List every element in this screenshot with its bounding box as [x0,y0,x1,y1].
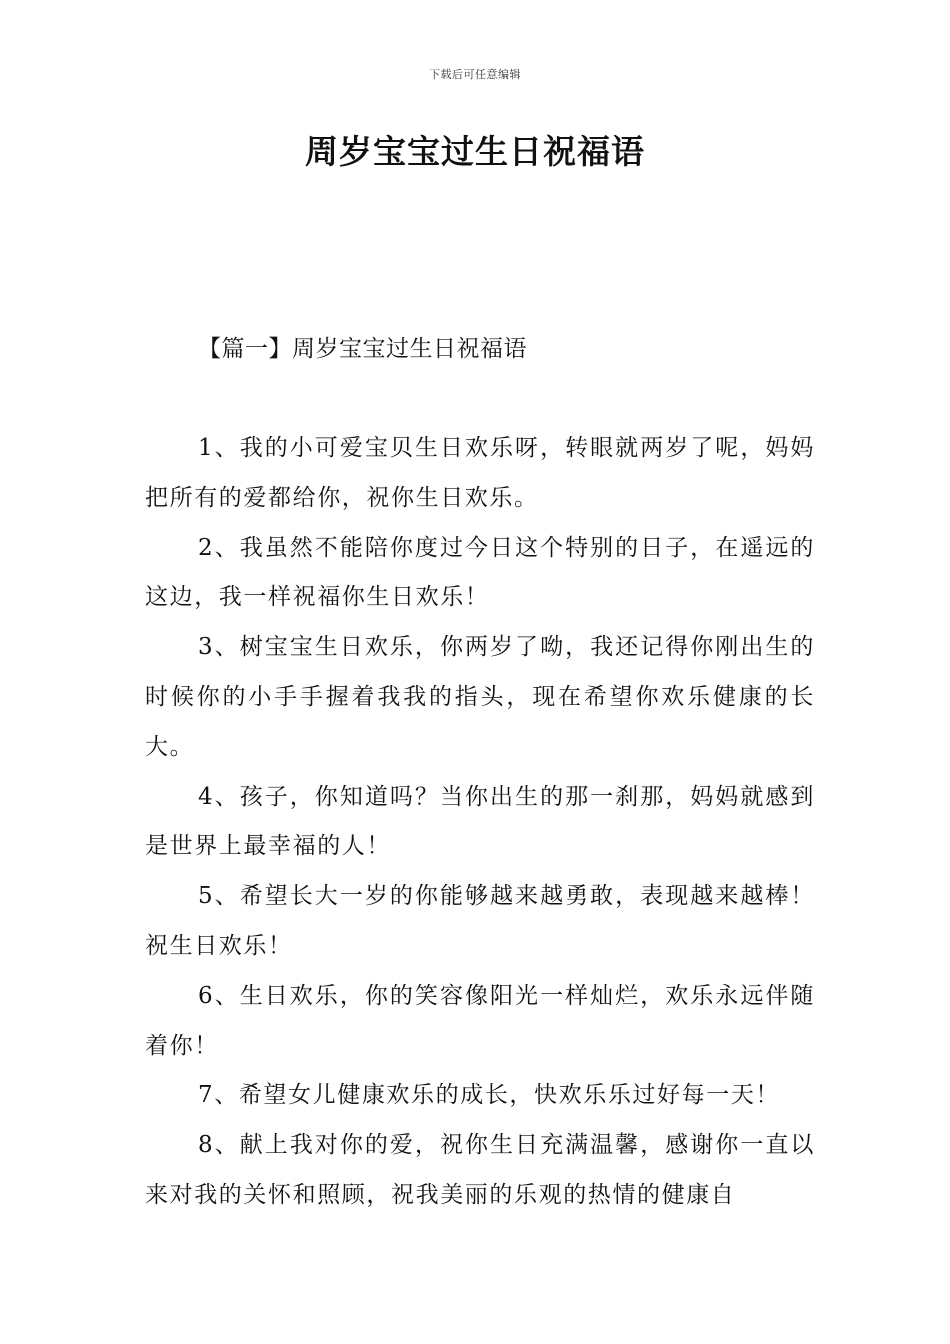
wish-paragraph-7: 7、希望女儿健康欢乐的成长，快欢乐乐过好每一天！ [198,1082,781,1109]
wish-paragraph-6: 6、生日欢乐，你的笑容像阳光一样灿烂，欢乐永远伴随着你！ [145,982,815,1059]
wish-paragraph-3: 3、树宝宝生日欢乐，你两岁了呦，我还记得你刚出生的时候你的小手手握着我我的指头，现在希望你欢乐健康的长大。 [145,634,815,760]
document-body [145,424,815,1221]
header-note: 下载后可任意编辑 [429,68,521,81]
wish-paragraph-5: 5、希望长大一岁的你能够越来越勇敢，表现越来越棒！祝生日欢乐！ [145,883,815,959]
wish-paragraph-1: 1、我的小可爱宝贝生日欢乐呀，转眼就两岁了呢，妈妈把所有的爱都给你，祝你生日欢乐。 [145,435,815,511]
wish-paragraph-8: 8、献上我对你的爱，祝你生日充满温馨，感谢你一直以来对我的关怀和照顾，祝我美丽的乐观的热情的健康自 [145,1132,815,1208]
section-heading: 【篇一】周岁宝宝过生日祝福语 [198,336,527,362]
document-title: 周岁宝宝过生日祝福语 [305,132,645,171]
wish-paragraph-2: 2、我虽然不能陪你度过今日这个特别的日子，在遥远的这边，我一样祝福你生日欢乐！ [145,534,815,611]
wish-paragraph-4: 4、孩子，你知道吗？当你出生的那一刹那，妈妈就感到是世界上最幸福的人！ [145,783,815,860]
